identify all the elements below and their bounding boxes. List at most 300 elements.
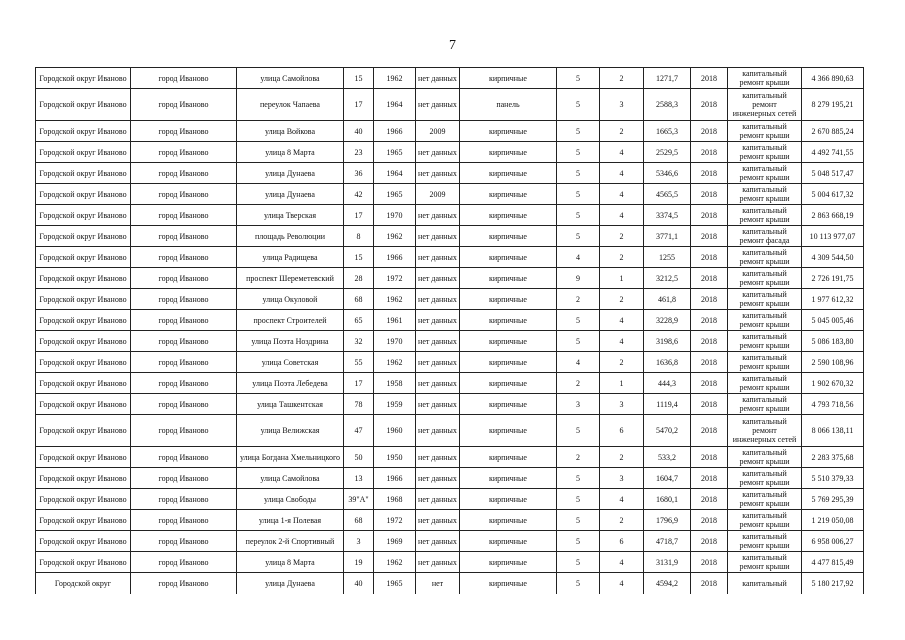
entrances-cell: 3 xyxy=(600,468,644,489)
area-cell: 1796,9 xyxy=(644,510,691,531)
entrances-cell: 4 xyxy=(600,142,644,163)
plan-year-cell: 2018 xyxy=(691,331,728,352)
cost-cell: 8 279 195,21 xyxy=(802,89,864,121)
table-row xyxy=(36,310,864,331)
street-cell: улица Велижская xyxy=(237,415,344,447)
house-number-cell: 65 xyxy=(344,310,374,331)
municipality-cell: Городской округ Иваново xyxy=(36,394,131,415)
settlement-cell: город Иваново xyxy=(131,121,237,142)
house-number-cell: 42 xyxy=(344,184,374,205)
work-type-cell: капитальный ремонт инженерных сетей xyxy=(728,89,802,121)
wall-material-cell: кирпичные xyxy=(460,394,557,415)
municipality-cell: Городской округ Иваново xyxy=(36,184,131,205)
municipality-cell: Городской округ Иваново xyxy=(36,415,131,447)
table-row xyxy=(36,531,864,552)
last-repair-year-cell: нет данных xyxy=(416,142,460,163)
entrances-cell: 2 xyxy=(600,68,644,89)
table-row xyxy=(36,510,864,531)
house-number-cell: 36 xyxy=(344,163,374,184)
wall-material-cell: кирпичные xyxy=(460,289,557,310)
plan-year-cell: 2018 xyxy=(691,415,728,447)
floors-cell: 2 xyxy=(557,289,600,310)
entrances-cell: 3 xyxy=(600,89,644,121)
house-number-cell: 68 xyxy=(344,289,374,310)
wall-material-cell: кирпичные xyxy=(460,415,557,447)
street-cell: проспект Строителей xyxy=(237,310,344,331)
house-number-cell: 40 xyxy=(344,573,374,594)
wall-material-cell: кирпичные xyxy=(460,552,557,573)
cost-cell: 1 219 050,08 xyxy=(802,510,864,531)
wall-material-cell: кирпичные xyxy=(460,489,557,510)
house-number-cell: 32 xyxy=(344,331,374,352)
municipality-cell: Городской округ Иваново xyxy=(36,289,131,310)
floors-cell: 2 xyxy=(557,373,600,394)
table-row xyxy=(36,121,864,142)
floors-cell: 4 xyxy=(557,247,600,268)
work-type-cell: капитальный ремонт крыши xyxy=(728,247,802,268)
floors-cell: 5 xyxy=(557,531,600,552)
entrances-cell: 4 xyxy=(600,163,644,184)
municipality-cell: Городской округ Иваново xyxy=(36,510,131,531)
table-row xyxy=(36,184,864,205)
settlement-cell: город Иваново xyxy=(131,552,237,573)
entrances-cell: 6 xyxy=(600,415,644,447)
last-repair-year-cell: нет данных xyxy=(416,510,460,531)
work-type-cell: капитальный ремонт крыши xyxy=(728,205,802,226)
cost-cell: 5 086 183,80 xyxy=(802,331,864,352)
settlement-cell: город Иваново xyxy=(131,268,237,289)
area-cell: 444,3 xyxy=(644,373,691,394)
municipality-cell: Городской округ Иваново xyxy=(36,226,131,247)
street-cell: улица Советская xyxy=(237,352,344,373)
street-cell: улица Богдана Хмельницкого xyxy=(237,447,344,468)
build-year-cell: 1966 xyxy=(374,468,416,489)
municipality-cell: Городской округ Иваново xyxy=(36,163,131,184)
floors-cell: 5 xyxy=(557,489,600,510)
settlement-cell: город Иваново xyxy=(131,205,237,226)
floors-cell: 5 xyxy=(557,121,600,142)
last-repair-year-cell: нет данных xyxy=(416,373,460,394)
area-cell: 461,8 xyxy=(644,289,691,310)
street-cell: улица Дунаева xyxy=(237,573,344,594)
plan-year-cell: 2018 xyxy=(691,552,728,573)
street-cell: улица 8 Марта xyxy=(237,552,344,573)
entrances-cell: 1 xyxy=(600,373,644,394)
build-year-cell: 1965 xyxy=(374,142,416,163)
floors-cell: 5 xyxy=(557,573,600,594)
last-repair-year-cell: нет данных xyxy=(416,489,460,510)
area-cell: 3131,9 xyxy=(644,552,691,573)
wall-material-cell: кирпичные xyxy=(460,247,557,268)
entrances-cell: 2 xyxy=(600,226,644,247)
floors-cell: 5 xyxy=(557,142,600,163)
floors-cell: 2 xyxy=(557,447,600,468)
last-repair-year-cell: нет данных xyxy=(416,552,460,573)
plan-year-cell: 2018 xyxy=(691,205,728,226)
work-type-cell: капитальный ремонт крыши xyxy=(728,331,802,352)
floors-cell: 5 xyxy=(557,205,600,226)
wall-material-cell: кирпичные xyxy=(460,510,557,531)
street-cell: улица Поэта Лебедева xyxy=(237,373,344,394)
municipality-cell: Городской округ Иваново xyxy=(36,373,131,394)
table-row xyxy=(36,205,864,226)
street-cell: улица Самойлова xyxy=(237,68,344,89)
area-cell: 4718,7 xyxy=(644,531,691,552)
cost-cell: 2 863 668,19 xyxy=(802,205,864,226)
cost-cell: 2 726 191,75 xyxy=(802,268,864,289)
last-repair-year-cell: нет данных xyxy=(416,205,460,226)
municipality-cell: Городской округ Иваново xyxy=(36,352,131,373)
work-type-cell: капитальный ремонт крыши xyxy=(728,552,802,573)
municipality-cell: Городской округ Иваново xyxy=(36,68,131,89)
house-number-cell: 17 xyxy=(344,373,374,394)
last-repair-year-cell: нет данных xyxy=(416,310,460,331)
plan-year-cell: 2018 xyxy=(691,352,728,373)
entrances-cell: 4 xyxy=(600,310,644,331)
house-number-cell: 19 xyxy=(344,552,374,573)
cost-cell: 4 793 718,56 xyxy=(802,394,864,415)
area-cell: 533,2 xyxy=(644,447,691,468)
cost-cell: 5 045 005,46 xyxy=(802,310,864,331)
floors-cell: 5 xyxy=(557,552,600,573)
build-year-cell: 1969 xyxy=(374,531,416,552)
cost-cell: 1 977 612,32 xyxy=(802,289,864,310)
cost-cell: 1 902 670,32 xyxy=(802,373,864,394)
build-year-cell: 1960 xyxy=(374,415,416,447)
build-year-cell: 1966 xyxy=(374,121,416,142)
area-cell: 4594,2 xyxy=(644,573,691,594)
plan-year-cell: 2018 xyxy=(691,510,728,531)
cost-cell: 10 113 977,07 xyxy=(802,226,864,247)
municipality-cell: Городской округ Иваново xyxy=(36,121,131,142)
last-repair-year-cell: нет данных xyxy=(416,68,460,89)
last-repair-year-cell: нет данных xyxy=(416,226,460,247)
build-year-cell: 1964 xyxy=(374,89,416,121)
table-row xyxy=(36,447,864,468)
last-repair-year-cell: 2009 xyxy=(416,184,460,205)
house-number-cell: 55 xyxy=(344,352,374,373)
settlement-cell: город Иваново xyxy=(131,573,237,594)
plan-year-cell: 2018 xyxy=(691,489,728,510)
build-year-cell: 1970 xyxy=(374,205,416,226)
build-year-cell: 1962 xyxy=(374,226,416,247)
street-cell: улица Свободы xyxy=(237,489,344,510)
area-cell: 1604,7 xyxy=(644,468,691,489)
build-year-cell: 1970 xyxy=(374,331,416,352)
house-number-cell: 28 xyxy=(344,268,374,289)
build-year-cell: 1966 xyxy=(374,247,416,268)
build-year-cell: 1972 xyxy=(374,510,416,531)
floors-cell: 5 xyxy=(557,415,600,447)
entrances-cell: 3 xyxy=(600,394,644,415)
wall-material-cell: кирпичные xyxy=(460,268,557,289)
plan-year-cell: 2018 xyxy=(691,163,728,184)
build-year-cell: 1959 xyxy=(374,394,416,415)
table-row xyxy=(36,268,864,289)
street-cell: улица Тверская xyxy=(237,205,344,226)
municipality-cell: Городской округ Иваново xyxy=(36,268,131,289)
house-number-cell: 8 xyxy=(344,226,374,247)
area-cell: 1636,8 xyxy=(644,352,691,373)
area-cell: 3374,5 xyxy=(644,205,691,226)
wall-material-cell: кирпичные xyxy=(460,352,557,373)
table-row xyxy=(36,468,864,489)
cost-cell: 5 769 295,39 xyxy=(802,489,864,510)
cost-cell: 5 004 617,32 xyxy=(802,184,864,205)
settlement-cell: город Иваново xyxy=(131,489,237,510)
table-row xyxy=(36,331,864,352)
street-cell: улица Поэта Ноздрина xyxy=(237,331,344,352)
cost-cell: 4 477 815,49 xyxy=(802,552,864,573)
table-row xyxy=(36,352,864,373)
plan-year-cell: 2018 xyxy=(691,89,728,121)
wall-material-cell: кирпичные xyxy=(460,310,557,331)
build-year-cell: 1962 xyxy=(374,552,416,573)
settlement-cell: город Иваново xyxy=(131,531,237,552)
area-cell: 1665,3 xyxy=(644,121,691,142)
plan-year-cell: 2018 xyxy=(691,268,728,289)
settlement-cell: город Иваново xyxy=(131,468,237,489)
last-repair-year-cell: нет данных xyxy=(416,415,460,447)
entrances-cell: 1 xyxy=(600,268,644,289)
municipality-cell: Городской округ Иваново xyxy=(36,205,131,226)
area-cell: 4565,5 xyxy=(644,184,691,205)
table-row xyxy=(36,373,864,394)
house-number-cell: 17 xyxy=(344,89,374,121)
floors-cell: 4 xyxy=(557,352,600,373)
cost-cell: 2 590 108,96 xyxy=(802,352,864,373)
housing-repair-table xyxy=(35,67,864,594)
work-type-cell: капитальный ремонт инженерных сетей xyxy=(728,415,802,447)
entrances-cell: 2 xyxy=(600,447,644,468)
cost-cell: 5 180 217,92 xyxy=(802,573,864,594)
municipality-cell: Городской округ Иваново xyxy=(36,552,131,573)
area-cell: 1271,7 xyxy=(644,68,691,89)
build-year-cell: 1962 xyxy=(374,68,416,89)
house-number-cell: 13 xyxy=(344,468,374,489)
entrances-cell: 2 xyxy=(600,289,644,310)
entrances-cell: 4 xyxy=(600,552,644,573)
table-row xyxy=(36,89,864,121)
wall-material-cell: кирпичные xyxy=(460,531,557,552)
cost-cell: 6 958 006,27 xyxy=(802,531,864,552)
last-repair-year-cell: нет данных xyxy=(416,89,460,121)
table-row xyxy=(36,226,864,247)
table-row xyxy=(36,573,864,594)
build-year-cell: 1962 xyxy=(374,289,416,310)
last-repair-year-cell: нет данных xyxy=(416,163,460,184)
table-row xyxy=(36,289,864,310)
work-type-cell: капитальный ремонт крыши xyxy=(728,510,802,531)
plan-year-cell: 2018 xyxy=(691,142,728,163)
municipality-cell: Городской округ Иваново xyxy=(36,447,131,468)
wall-material-cell: кирпичные xyxy=(460,68,557,89)
floors-cell: 5 xyxy=(557,68,600,89)
settlement-cell: город Иваново xyxy=(131,447,237,468)
page-number: 7 xyxy=(449,38,456,53)
street-cell: улица Самойлова xyxy=(237,468,344,489)
entrances-cell: 4 xyxy=(600,184,644,205)
entrances-cell: 2 xyxy=(600,352,644,373)
wall-material-cell: кирпичные xyxy=(460,468,557,489)
work-type-cell: капитальный ремонт крыши xyxy=(728,268,802,289)
entrances-cell: 4 xyxy=(600,331,644,352)
last-repair-year-cell: нет данных xyxy=(416,247,460,268)
settlement-cell: город Иваново xyxy=(131,68,237,89)
build-year-cell: 1962 xyxy=(374,352,416,373)
wall-material-cell: кирпичные xyxy=(460,184,557,205)
work-type-cell: капитальный ремонт крыши xyxy=(728,184,802,205)
build-year-cell: 1965 xyxy=(374,573,416,594)
settlement-cell: город Иваново xyxy=(131,352,237,373)
municipality-cell: Городской округ Иваново xyxy=(36,310,131,331)
table-row xyxy=(36,394,864,415)
work-type-cell: капитальный ремонт крыши xyxy=(728,310,802,331)
table-row xyxy=(36,415,864,447)
entrances-cell: 4 xyxy=(600,573,644,594)
area-cell: 1680,1 xyxy=(644,489,691,510)
settlement-cell: город Иваново xyxy=(131,331,237,352)
street-cell: улица Войкова xyxy=(237,121,344,142)
plan-year-cell: 2018 xyxy=(691,394,728,415)
municipality-cell: Городской округ Иваново xyxy=(36,89,131,121)
work-type-cell: капитальный ремонт крыши xyxy=(728,163,802,184)
area-cell: 3212,5 xyxy=(644,268,691,289)
work-type-cell: капитальный ремонт крыши xyxy=(728,373,802,394)
work-type-cell: капитальный ремонт крыши xyxy=(728,447,802,468)
plan-year-cell: 2018 xyxy=(691,68,728,89)
plan-year-cell: 2018 xyxy=(691,531,728,552)
last-repair-year-cell: нет xyxy=(416,573,460,594)
floors-cell: 5 xyxy=(557,331,600,352)
last-repair-year-cell: нет данных xyxy=(416,447,460,468)
table-body xyxy=(36,68,864,594)
floors-cell: 9 xyxy=(557,268,600,289)
build-year-cell: 1958 xyxy=(374,373,416,394)
street-cell: площадь Революции xyxy=(237,226,344,247)
wall-material-cell: кирпичные xyxy=(460,121,557,142)
wall-material-cell: кирпичные xyxy=(460,163,557,184)
plan-year-cell: 2018 xyxy=(691,373,728,394)
plan-year-cell: 2018 xyxy=(691,226,728,247)
cost-cell: 8 066 138,11 xyxy=(802,415,864,447)
work-type-cell: капитальный ремонт крыши xyxy=(728,121,802,142)
work-type-cell: капитальный ремонт крыши xyxy=(728,394,802,415)
table-row xyxy=(36,247,864,268)
table-row xyxy=(36,142,864,163)
municipality-cell: Городской округ Иваново xyxy=(36,468,131,489)
street-cell: улица 1-я Полевая xyxy=(237,510,344,531)
work-type-cell: капитальный ремонт крыши xyxy=(728,352,802,373)
entrances-cell: 2 xyxy=(600,121,644,142)
plan-year-cell: 2018 xyxy=(691,447,728,468)
municipality-cell: Городской округ Иваново xyxy=(36,331,131,352)
table-row xyxy=(36,68,864,89)
area-cell: 1255 xyxy=(644,247,691,268)
wall-material-cell: кирпичные xyxy=(460,447,557,468)
area-cell: 3228,9 xyxy=(644,310,691,331)
settlement-cell: город Иваново xyxy=(131,226,237,247)
area-cell: 2529,5 xyxy=(644,142,691,163)
area-cell: 2588,3 xyxy=(644,89,691,121)
last-repair-year-cell: нет данных xyxy=(416,531,460,552)
last-repair-year-cell: нет данных xyxy=(416,289,460,310)
settlement-cell: город Иваново xyxy=(131,89,237,121)
work-type-cell: капитальный ремонт крыши xyxy=(728,68,802,89)
table-row xyxy=(36,489,864,510)
area-cell: 3198,6 xyxy=(644,331,691,352)
street-cell: переулок Чапаева xyxy=(237,89,344,121)
settlement-cell: город Иваново xyxy=(131,247,237,268)
settlement-cell: город Иваново xyxy=(131,415,237,447)
house-number-cell: 17 xyxy=(344,205,374,226)
area-cell: 5346,6 xyxy=(644,163,691,184)
last-repair-year-cell: нет данных xyxy=(416,394,460,415)
cost-cell: 4 309 544,50 xyxy=(802,247,864,268)
floors-cell: 5 xyxy=(557,226,600,247)
build-year-cell: 1972 xyxy=(374,268,416,289)
entrances-cell: 2 xyxy=(600,247,644,268)
last-repair-year-cell: нет данных xyxy=(416,268,460,289)
work-type-cell: капитальный xyxy=(728,573,802,594)
work-type-cell: капитальный ремонт крыши xyxy=(728,142,802,163)
settlement-cell: город Иваново xyxy=(131,289,237,310)
wall-material-cell: кирпичные xyxy=(460,205,557,226)
table-row xyxy=(36,552,864,573)
last-repair-year-cell: 2009 xyxy=(416,121,460,142)
street-cell: улица Радищева xyxy=(237,247,344,268)
municipality-cell: Городской округ Иваново xyxy=(36,142,131,163)
last-repair-year-cell: нет данных xyxy=(416,468,460,489)
work-type-cell: капитальный ремонт крыши xyxy=(728,468,802,489)
cost-cell: 4 492 741,55 xyxy=(802,142,864,163)
floors-cell: 3 xyxy=(557,394,600,415)
area-cell: 1119,4 xyxy=(644,394,691,415)
plan-year-cell: 2018 xyxy=(691,247,728,268)
house-number-cell: 15 xyxy=(344,68,374,89)
house-number-cell: 40 xyxy=(344,121,374,142)
floors-cell: 5 xyxy=(557,89,600,121)
area-cell: 3771,1 xyxy=(644,226,691,247)
floors-cell: 5 xyxy=(557,184,600,205)
municipality-cell: Городской округ Иваново xyxy=(36,531,131,552)
street-cell: улица Ташкентская xyxy=(237,394,344,415)
house-number-cell: 78 xyxy=(344,394,374,415)
house-number-cell: 47 xyxy=(344,415,374,447)
wall-material-cell: кирпичные xyxy=(460,226,557,247)
settlement-cell: город Иваново xyxy=(131,142,237,163)
street-cell: улица 8 Марта xyxy=(237,142,344,163)
work-type-cell: капитальный ремонт крыши xyxy=(728,489,802,510)
floors-cell: 5 xyxy=(557,310,600,331)
last-repair-year-cell: нет данных xyxy=(416,352,460,373)
house-number-cell: 50 xyxy=(344,447,374,468)
plan-year-cell: 2018 xyxy=(691,184,728,205)
municipality-cell: Городской округ Иваново xyxy=(36,247,131,268)
wall-material-cell: кирпичные xyxy=(460,573,557,594)
settlement-cell: город Иваново xyxy=(131,163,237,184)
municipality-cell: Городской округ xyxy=(36,573,131,594)
plan-year-cell: 2018 xyxy=(691,121,728,142)
settlement-cell: город Иваново xyxy=(131,510,237,531)
cost-cell: 5 048 517,47 xyxy=(802,163,864,184)
street-cell: улица Окуловой xyxy=(237,289,344,310)
street-cell: улица Дунаева xyxy=(237,163,344,184)
work-type-cell: капитальный ремонт крыши xyxy=(728,289,802,310)
area-cell: 5470,2 xyxy=(644,415,691,447)
entrances-cell: 6 xyxy=(600,531,644,552)
settlement-cell: город Иваново xyxy=(131,394,237,415)
